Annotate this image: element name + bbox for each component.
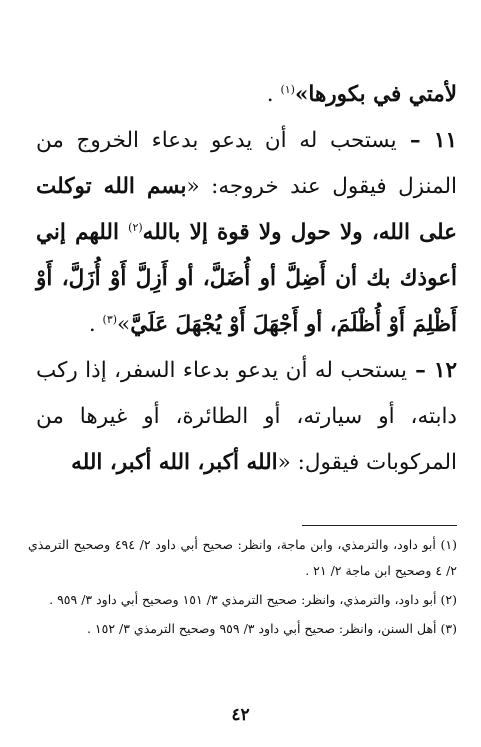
- footnote-number: (١): [440, 537, 457, 552]
- footnote-text: أهل السنن، وانظر: صحيح أبي داود ٣/ ٩٥٩ وصحيح الترمذي ٣/ ١٥٢ .: [86, 621, 437, 636]
- footnote-number: (٣): [440, 621, 457, 636]
- footnote-2: [28, 587, 457, 613]
- footnote-ref-1: (١): [280, 82, 295, 96]
- footnote-separator: [302, 525, 457, 526]
- quote-close: »: [117, 312, 131, 337]
- footnote-text: أبو داود، والترمذي، وانظر: صحيح الترمذي ٣/ ١٥١ وصحيح أبي داود ٣/ ٩٥٩ .: [49, 592, 437, 607]
- dua-text-part-1: بسم الله توكلت على الله، ولا حول ولا قوة إلا بالله: [36, 174, 457, 245]
- travel-dua-text: الله أكبر، الله أكبر، الله: [71, 450, 278, 475]
- paragraph-number-11: ١١ –: [396, 128, 457, 153]
- continuation-line: [36, 72, 457, 118]
- main-text: [36, 72, 457, 486]
- paragraph-11-end: .: [88, 312, 103, 337]
- page-number: ٤٢: [231, 705, 250, 725]
- footnote-ref-2: (٢): [128, 220, 143, 234]
- line-end: .: [266, 82, 281, 107]
- paragraph-number-12: ١٢ –: [407, 358, 457, 383]
- footnote-number: (٢): [440, 592, 457, 607]
- hadith-end-text: لأمتي في بكورها»: [294, 82, 457, 107]
- paragraph-12-text: يستحب له أن يدعو بدعاء السفر، إذا ركب دابته، أو سيارته، أو الطائرة، أو غيرها من المركوبات فيقول: «: [36, 358, 457, 475]
- paragraph-12: [36, 348, 457, 486]
- footnotes: [28, 532, 457, 645]
- dua-text-part-2: اللهم إني أعوذك بك أن أَضِلَّ أو أُضَلَّ، أو أَزِلَّ أَوْ أُزَلَّ، أَوْ أَظْلِمَ أَوْ أُظْلَمَ، أو أَجْهَلَ أَوْ يُجْهَلَ عَلَيَّ: [36, 220, 457, 337]
- footnote-text: أبو داود، والترمذي، وابن ماجة، وانظر: صحيح أبي داود ٢/ ٤٩٤ وصحيح الترمذي ٢/ ٤ وصحيح ابن ماجة ٢/ ٢١ .: [28, 537, 457, 578]
- footnote-3: [28, 616, 457, 642]
- paragraph-11-text: يستحب له أن يدعو بدعاء الخروج من المنزل فيقول عند خروجه: «: [36, 128, 457, 199]
- paragraph-11: [36, 118, 457, 348]
- footnote-1: [28, 532, 457, 584]
- footnote-ref-3: (٣): [102, 312, 118, 326]
